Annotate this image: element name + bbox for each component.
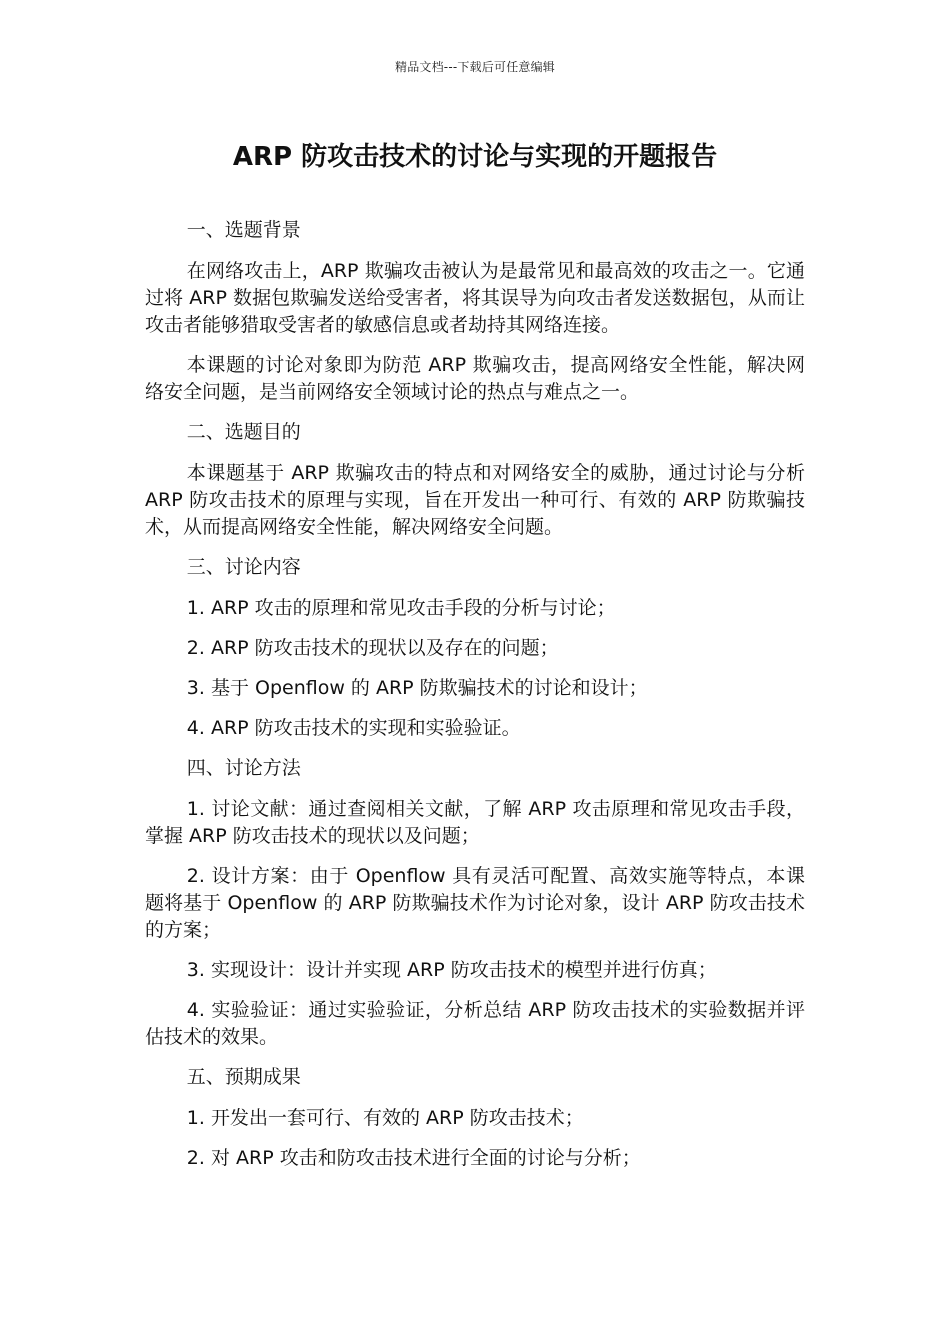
list-item-method-2: 2. 设计方案：由于 Openflow 具有灵活可配置、高效实施等特点，本课题将基于 Openflow 的 ARP 防欺骗技术作为讨论对象，设计 ARP 防攻击技术的方案； xyxy=(145,865,805,941)
list-item-content-4: 4. ARP 防攻击技术的实现和实验验证。 xyxy=(186,717,521,739)
section-heading-background: 一、选题背景 xyxy=(186,219,301,241)
list-item-method-3: 3. 实现设计：设计并实现 ARP 防攻击技术的模型并进行仿真； xyxy=(186,959,717,981)
section-heading-content: 三、讨论内容 xyxy=(186,556,301,578)
list-item-content-2: 2. ARP 防攻击技术的现状以及存在的问题； xyxy=(186,637,559,659)
list-item-method-4: 4. 实验验证：通过实验验证，分析总结 ARP 防攻击技术的实验数据并评估技术的效果。 xyxy=(145,999,805,1048)
section-heading-results: 五、预期成果 xyxy=(186,1066,301,1088)
list-item-result-2: 2. 对 ARP 攻击和防攻击技术进行全面的讨论与分析； xyxy=(186,1147,641,1169)
list-item-method-1: 1. 讨论文献：通过查阅相关文献，了解 ARP 攻击原理和常见攻击手段，掌握 ARP 防攻击技术的现状以及问题； xyxy=(145,798,805,847)
paragraph-background-2: 本课题的讨论对象即为防范 ARP 欺骗攻击，提高网络安全性能，解决网络安全问题，是当前网络安全领域讨论的热点与难点之一。 xyxy=(145,354,805,403)
list-item-content-3: 3. 基于 Openflow 的 ARP 防欺骗技术的讨论和设计； xyxy=(186,677,648,699)
paragraph-purpose: 本课题基于 ARP 欺骗攻击的特点和对网络安全的威胁，通过讨论与分析 ARP 防攻击技术的原理与实现，旨在开发出一种可行、有效的 ARP 防欺骗技术，从而提高网络安全性能，解决网络安全问题。 xyxy=(145,462,805,538)
paragraph-background-1: 在网络攻击上，ARP 欺骗攻击被认为是最常见和最高效的攻击之一。它通过将 ARP 数据包欺骗发送给受害者，将其误导为向攻击者发送数据包，从而让攻击者能够猎取受害者的敏感信息或者劫持其网络连接。 xyxy=(145,260,805,336)
document-body xyxy=(145,217,805,1185)
list-item-content-1: 1. ARP 攻击的原理和常见攻击手段的分析与讨论； xyxy=(186,597,616,619)
section-heading-purpose: 二、选题目的 xyxy=(186,421,301,443)
list-item-result-1: 1. 开发出一套可行、有效的 ARP 防攻击技术； xyxy=(186,1107,584,1129)
page-header-watermark: 精品文档---下载后可任意编辑 xyxy=(395,60,555,74)
document-title: ARP 防攻击技术的讨论与实现的开题报告 xyxy=(232,142,718,172)
section-heading-methods: 四、讨论方法 xyxy=(186,757,301,779)
